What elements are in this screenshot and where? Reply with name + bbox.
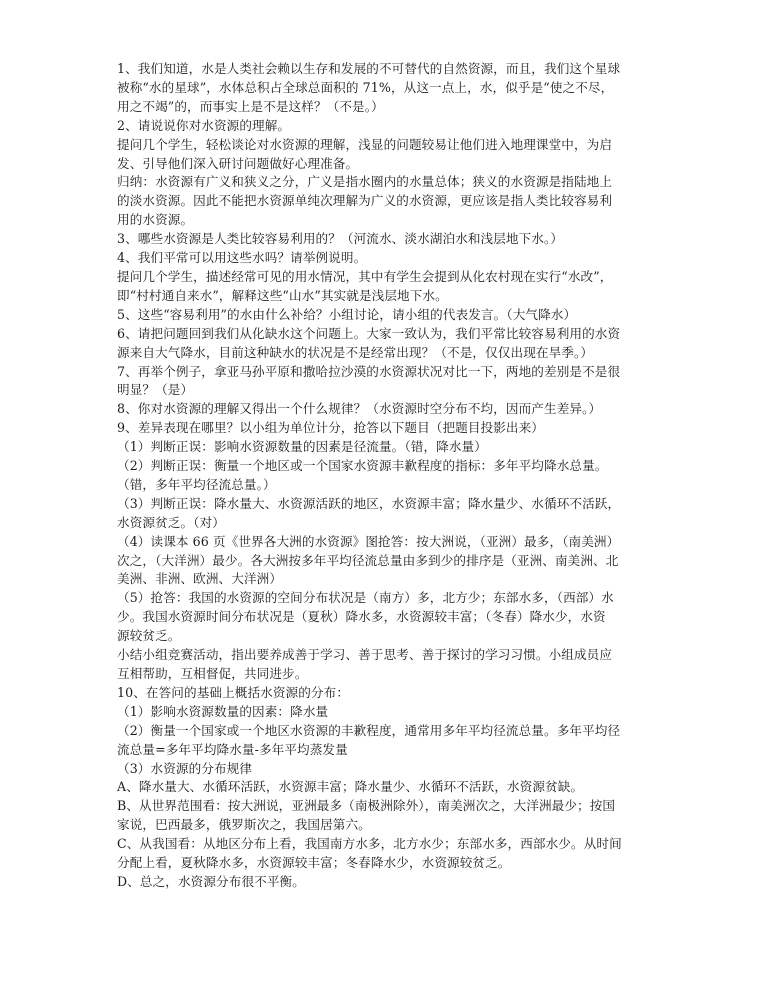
text-line: 被称“水的星球”，水体总积占全球总面积的 71%，从这一点上，水，似乎是“使之不尽， — [117, 79, 614, 95]
text-line: 明显？（是） — [117, 382, 194, 398]
text-line: 少。我国水资源时间分布状况是（夏秋）降水多，水资源较丰富；（冬春）降水少，水资 — [117, 609, 606, 625]
text-line: 流总量=多年平均降水量-多年平均蒸发量 — [117, 741, 348, 757]
text-line: 互相帮助，互相督促，共同进步。 — [117, 666, 308, 681]
text-line: 家说，巴西最多，俄罗斯次之，我国居第六。 — [117, 817, 371, 833]
text-line: 小结小组竞赛活动，指出要养成善于学习、善于思考、善于探讨的学习习惯。小组成员应 — [117, 647, 613, 663]
text-line: 水资源贫乏。（对） — [117, 514, 225, 530]
text-line: 4、我们平常可以用这些水吗？请举例说明。 — [117, 250, 367, 266]
text-line: 2、请说说你对水资源的理解。 — [117, 117, 291, 133]
text-line: D、总之，水资源分布很不平衡。 — [117, 873, 305, 889]
text-line: 6、请把问题回到我们从化缺水这个问题上。大家一致认为，我们平常比较容易利用的水资 — [117, 325, 621, 341]
text-line: 提问几个学生，描述经常可见的用水情况，其中有学生会提到从化农村现在实行“水改”， — [117, 268, 613, 284]
text-line: （1）判断正误：影响水资源数量的因素是径流量。（错，降水量） — [117, 439, 487, 455]
text-line: （错，多年平均径流总量。） — [117, 476, 276, 492]
text-line: （4）读课本 66 页《世界各大洲的水资源》图抢答：按大洲说，（亚洲）最多，（南美洲） — [117, 533, 620, 549]
text-line: （3）水资源的分布规律 — [117, 760, 253, 776]
text-line: 源较贫乏。 — [117, 628, 181, 644]
text-line: 用的水资源。 — [117, 212, 194, 228]
text-line: 次之，（大洋洲）最少。各大洲按多年平均径流总量由多到少的排序是（亚洲、南美洲、北 — [117, 552, 619, 568]
text-line: 5、这些“容易利用”的水由什么补给？小组讨论，请小组的代表发言。（大气降水） — [117, 306, 577, 322]
text-line: 1、我们知道，水是人类社会赖以生存和发展的不可替代的自然资源，而且，我们这个星球 — [117, 61, 621, 76]
text-line: B、从世界范围看：按大洲说，亚洲最多（南极洲除外），南美洲次之，大洋洲最少；按国 — [117, 798, 616, 814]
text-line: 发、引导他们深入研讨问题做好心理准备。 — [117, 155, 359, 171]
text-line: 提问几个学生，轻松谈论对水资源的理解，浅显的问题较易让他们进入地理课堂中，为启 — [117, 136, 613, 152]
document-body — [117, 60, 669, 892]
text-line: 8、你对水资源的理解又得出一个什么规律？（水资源时空分布不均，因而产生差异。） — [117, 401, 602, 417]
text-line: （2）衡量一个国家或一个地区水资源的丰歉程度，通常用多年平均径流总量。多年平均径 — [117, 722, 621, 738]
text-line: （3）判断正误：降水量大、水资源活跃的地区，水资源丰富；降水量少、水循环不活跃， — [117, 495, 621, 511]
text-line: （5）抢答：我国的水资源的空间分布状况是（南方）多，北方少；东部水多，（西部）水 — [117, 590, 614, 606]
text-line: 3、哪些水资源是人类比较容易利用的？（河流水、淡水湖泊水和浅层地下水。） — [117, 231, 564, 247]
text-line: 10、在答问的基础上概括水资源的分布： — [117, 684, 350, 700]
text-line: （2）判断正误：衡量一个地区或一个国家水资源丰歉程度的指标：多年平均降水总量。 — [117, 458, 608, 474]
text-line: C、从我国看：从地区分布上看，我国南方水多，北方水少；东部水多，西部水少。从时间 — [117, 836, 622, 852]
text-line: 即“村村通自来水”，解释这些“山水”其实就是浅层地下水。 — [117, 287, 448, 303]
text-line: （1）影响水资源数量的因素：降水量 — [117, 703, 329, 719]
text-line: 归纳：水资源有广义和狭义之分，广义是指水圈内的水量总体；狭义的水资源是指陆地上 — [117, 174, 613, 190]
text-line: 用之不竭”的，而事实上是不是这样？（不是。） — [117, 98, 384, 114]
text-line: A、降水量大、水循环活跃，水资源丰富；降水量少、水循环不活跃，水资源贫缺。 — [117, 779, 584, 795]
text-line: 源来自大气降水，目前这种缺水的状况是不是经常出现？（不是，仅仅出现在旱季。） — [117, 344, 594, 360]
text-line: 分配上看，夏秋降水多，水资源较丰富；冬春降水少，水资源较贫乏。 — [117, 855, 511, 871]
text-line: 7、再举个例子，拿亚马孙平原和撒哈拉沙漠的水资源状况对比一下，两地的差别是不是很 — [117, 363, 621, 379]
text-line: 的淡水资源。因此不能把水资源单纯次理解为广义的水资源，更应该是指人类比较容易利 — [117, 193, 613, 209]
text-line: 9、差异表现在哪里？以小组为单位计分，抢答以下题目（把题目投影出来） — [117, 420, 545, 436]
text-line: 美洲、非洲、欧洲、大洋洲） — [117, 571, 283, 587]
